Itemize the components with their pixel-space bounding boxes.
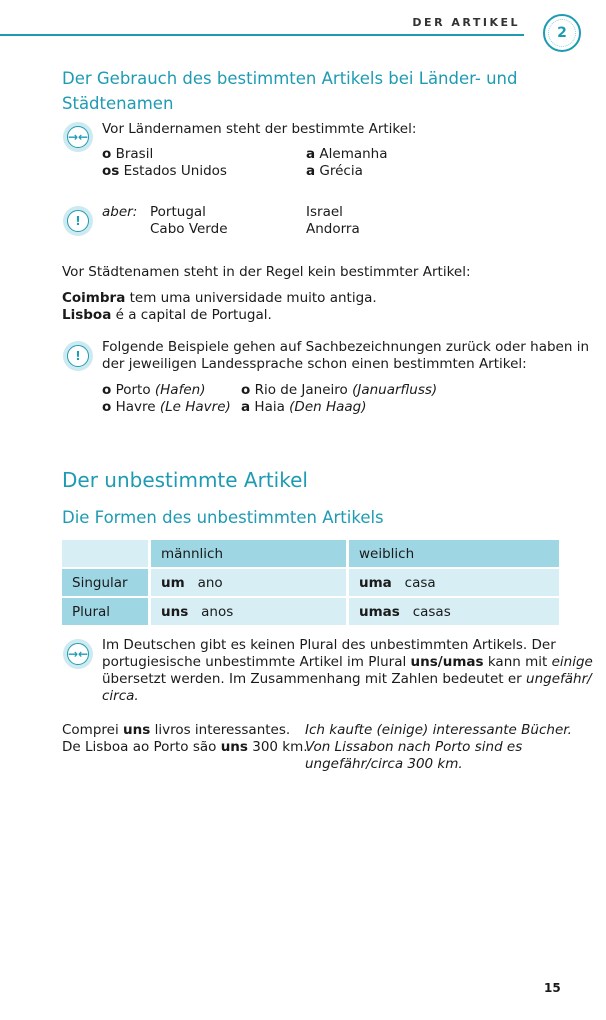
table-corner-cell bbox=[62, 540, 148, 567]
running-header: DER ARTIKEL bbox=[412, 16, 520, 29]
cities-intro: Vor Städtenamen steht in der Regel kein bestimmter Artikel: bbox=[62, 264, 471, 280]
note-example: o Rio de Janeiro (Januarfluss) bbox=[241, 382, 438, 398]
aber-label: aber: bbox=[102, 204, 138, 220]
aber-item: Portugal bbox=[150, 204, 206, 220]
table-cell: um ano bbox=[151, 569, 346, 596]
exclamation-icon: ! bbox=[63, 341, 93, 371]
note-text: Folgende Beispiele gehen auf Sachbezeichnungen zurück oder haben in bbox=[102, 339, 589, 355]
countries-intro: Vor Ländernamen steht der bestimmte Artikel: bbox=[102, 121, 417, 137]
compare-arrows-icon: →← bbox=[63, 122, 93, 152]
chapter-badge bbox=[543, 14, 581, 52]
country-example: os Estados Unidos bbox=[102, 163, 227, 179]
table-header-feminine: weiblich bbox=[349, 540, 559, 567]
translation: ungefähr/circa 300 km. bbox=[305, 756, 463, 772]
example-sentence: Comprei uns livros interessantes. bbox=[62, 722, 291, 738]
country-example: a Alemanha bbox=[306, 146, 388, 162]
country-example: o Brasil bbox=[102, 146, 154, 162]
exclamation-icon: ! bbox=[63, 206, 93, 236]
section-heading-line1: Der Gebrauch des bestimmten Artikels bei Länder- und bbox=[62, 69, 518, 88]
example-sentence: De Lisboa ao Porto são uns 300 km. bbox=[62, 739, 308, 755]
note-example: a Haia (Den Haag) bbox=[241, 399, 367, 415]
note-example: o Porto (Hafen) bbox=[102, 382, 206, 398]
table-header-row bbox=[62, 540, 559, 567]
section-heading-line2: Städtenamen bbox=[62, 94, 174, 113]
info-text: Im Deutschen gibt es keinen Plural des unbestimmten Artikels. Der bbox=[102, 637, 556, 653]
info-text: circa. bbox=[102, 688, 139, 704]
page-number: 15 bbox=[544, 981, 561, 995]
table-row-label: Singular bbox=[62, 569, 148, 596]
aber-item: Cabo Verde bbox=[150, 221, 228, 237]
header-rule bbox=[0, 34, 524, 36]
info-text: übersetzt werden. Im Zusammenhang mit Zahlen bedeutet er ungefähr/ bbox=[102, 671, 592, 687]
info-text: portugiesische unbestimmte Artikel im Plural uns/umas kann mit einige bbox=[102, 654, 593, 670]
table-cell: uma casa bbox=[349, 569, 559, 596]
table-header-masculine: männlich bbox=[151, 540, 346, 567]
aber-item: Israel bbox=[306, 204, 343, 220]
note-example: o Havre (Le Havre) bbox=[102, 399, 231, 415]
translation: Von Lissabon nach Porto sind es bbox=[305, 739, 523, 755]
table-cell: uns anos bbox=[151, 598, 346, 625]
chapter-number: 2 bbox=[557, 25, 567, 41]
table-row bbox=[62, 598, 559, 625]
aber-item: Andorra bbox=[306, 221, 360, 237]
subsection-heading: Die Formen des unbestimmten Artikels bbox=[62, 508, 384, 527]
table-row bbox=[62, 569, 559, 596]
section-heading: Der unbestimmte Artikel bbox=[62, 468, 308, 492]
city-example: Lisboa é a capital de Portugal. bbox=[62, 307, 272, 323]
country-example: a Grécia bbox=[306, 163, 363, 179]
table-cell: umas casas bbox=[349, 598, 559, 625]
table-row-label: Plural bbox=[62, 598, 148, 625]
city-example: Coimbra tem uma universidade muito antiga. bbox=[62, 290, 377, 306]
translation: Ich kaufte (einige) interessante Bücher. bbox=[305, 722, 572, 738]
article-forms-table bbox=[62, 538, 559, 627]
compare-arrows-icon: →← bbox=[63, 639, 93, 669]
note-text: der jeweiligen Landessprache schon einen bestimmten Artikel: bbox=[102, 356, 527, 372]
